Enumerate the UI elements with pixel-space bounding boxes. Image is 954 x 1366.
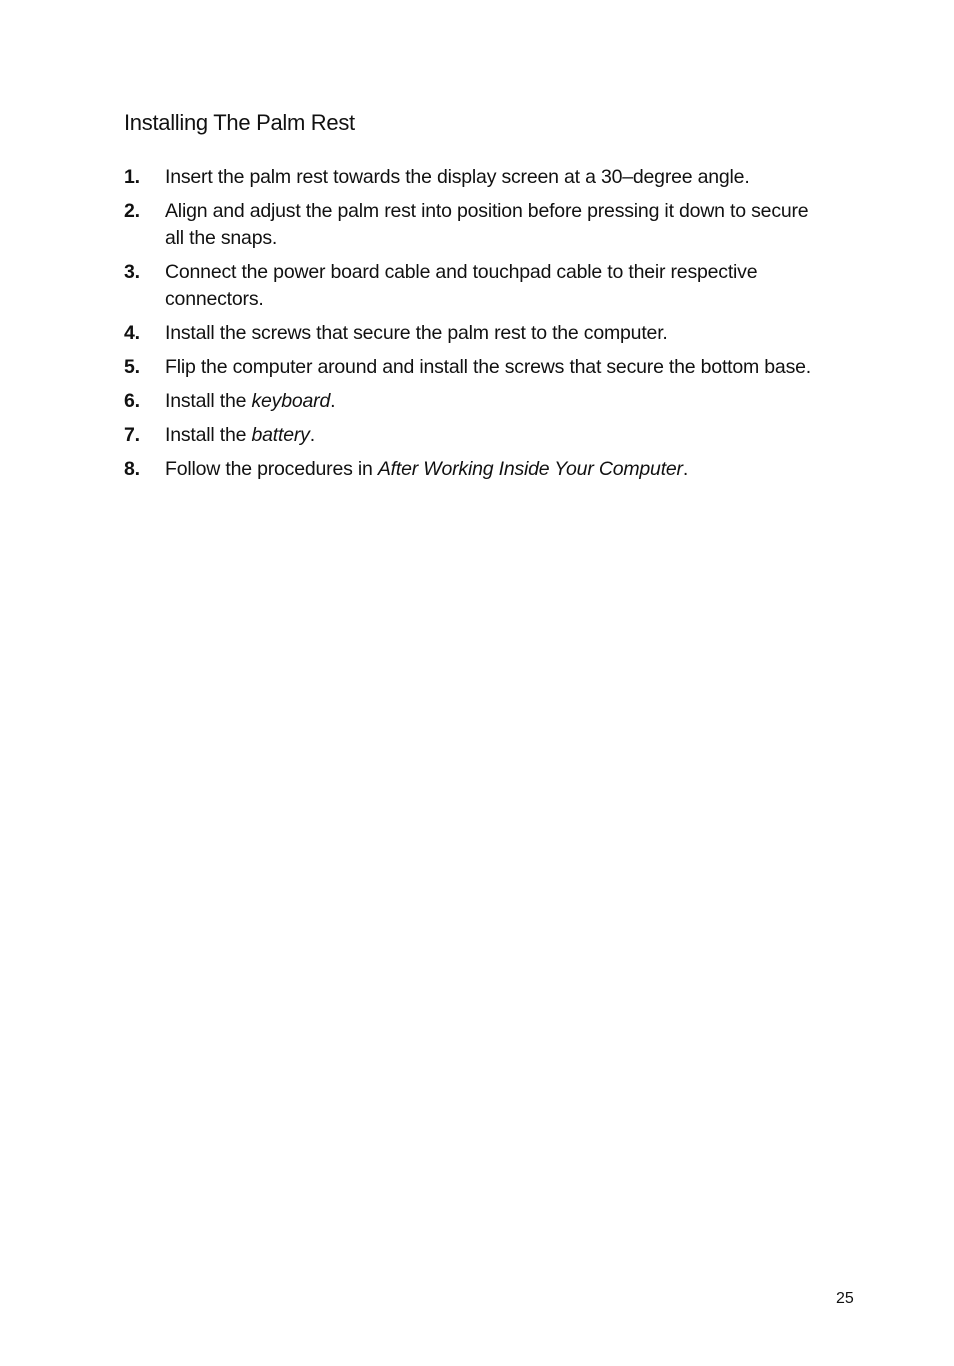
step-number: 8.	[124, 458, 140, 480]
page-title: Installing The Palm Rest	[124, 110, 355, 135]
step-item	[124, 164, 824, 191]
step-text-prefix: Install the	[165, 424, 252, 446]
step-item	[124, 198, 824, 252]
after-working-inside-link[interactable]: After Working Inside Your Computer	[377, 458, 683, 480]
step-text	[165, 390, 335, 412]
step-item	[124, 354, 824, 381]
step-number: 7.	[124, 424, 140, 446]
step-text-suffix: .	[682, 458, 689, 480]
page-number: 25	[836, 1290, 854, 1307]
step-item	[124, 320, 824, 347]
step-text	[165, 458, 688, 480]
step-number: 6.	[124, 390, 140, 412]
step-text-prefix: Follow the procedures in	[165, 458, 378, 480]
step-item	[124, 456, 824, 483]
battery-link[interactable]: battery	[251, 424, 310, 446]
step-number: 4.	[124, 322, 140, 344]
step-item	[124, 259, 824, 313]
step-number: 3.	[124, 261, 140, 283]
step-number: 1.	[124, 166, 140, 188]
step-item	[124, 388, 824, 415]
step-text-suffix: .	[330, 390, 336, 412]
step-text: Flip the computer around and install the screws that secure the bottom base.	[165, 356, 811, 378]
step-text: Connect the power board cable and touchpad cable to their respective connectors.	[165, 261, 758, 310]
step-text: Insert the palm rest towards the display screen at a 30–degree angle.	[165, 166, 750, 188]
step-text-prefix: Install the	[165, 390, 252, 412]
step-text-suffix: .	[309, 424, 315, 446]
step-text: Align and adjust the palm rest into position before pressing it down to secure all the snaps.	[165, 200, 809, 249]
step-item	[124, 422, 824, 449]
step-number: 5.	[124, 356, 140, 378]
step-text	[165, 424, 315, 446]
step-number: 2.	[124, 200, 140, 222]
step-text: Install the screws that secure the palm rest to the computer.	[165, 322, 668, 344]
procedure-steps	[124, 164, 824, 490]
keyboard-link[interactable]: keyboard	[251, 390, 331, 412]
